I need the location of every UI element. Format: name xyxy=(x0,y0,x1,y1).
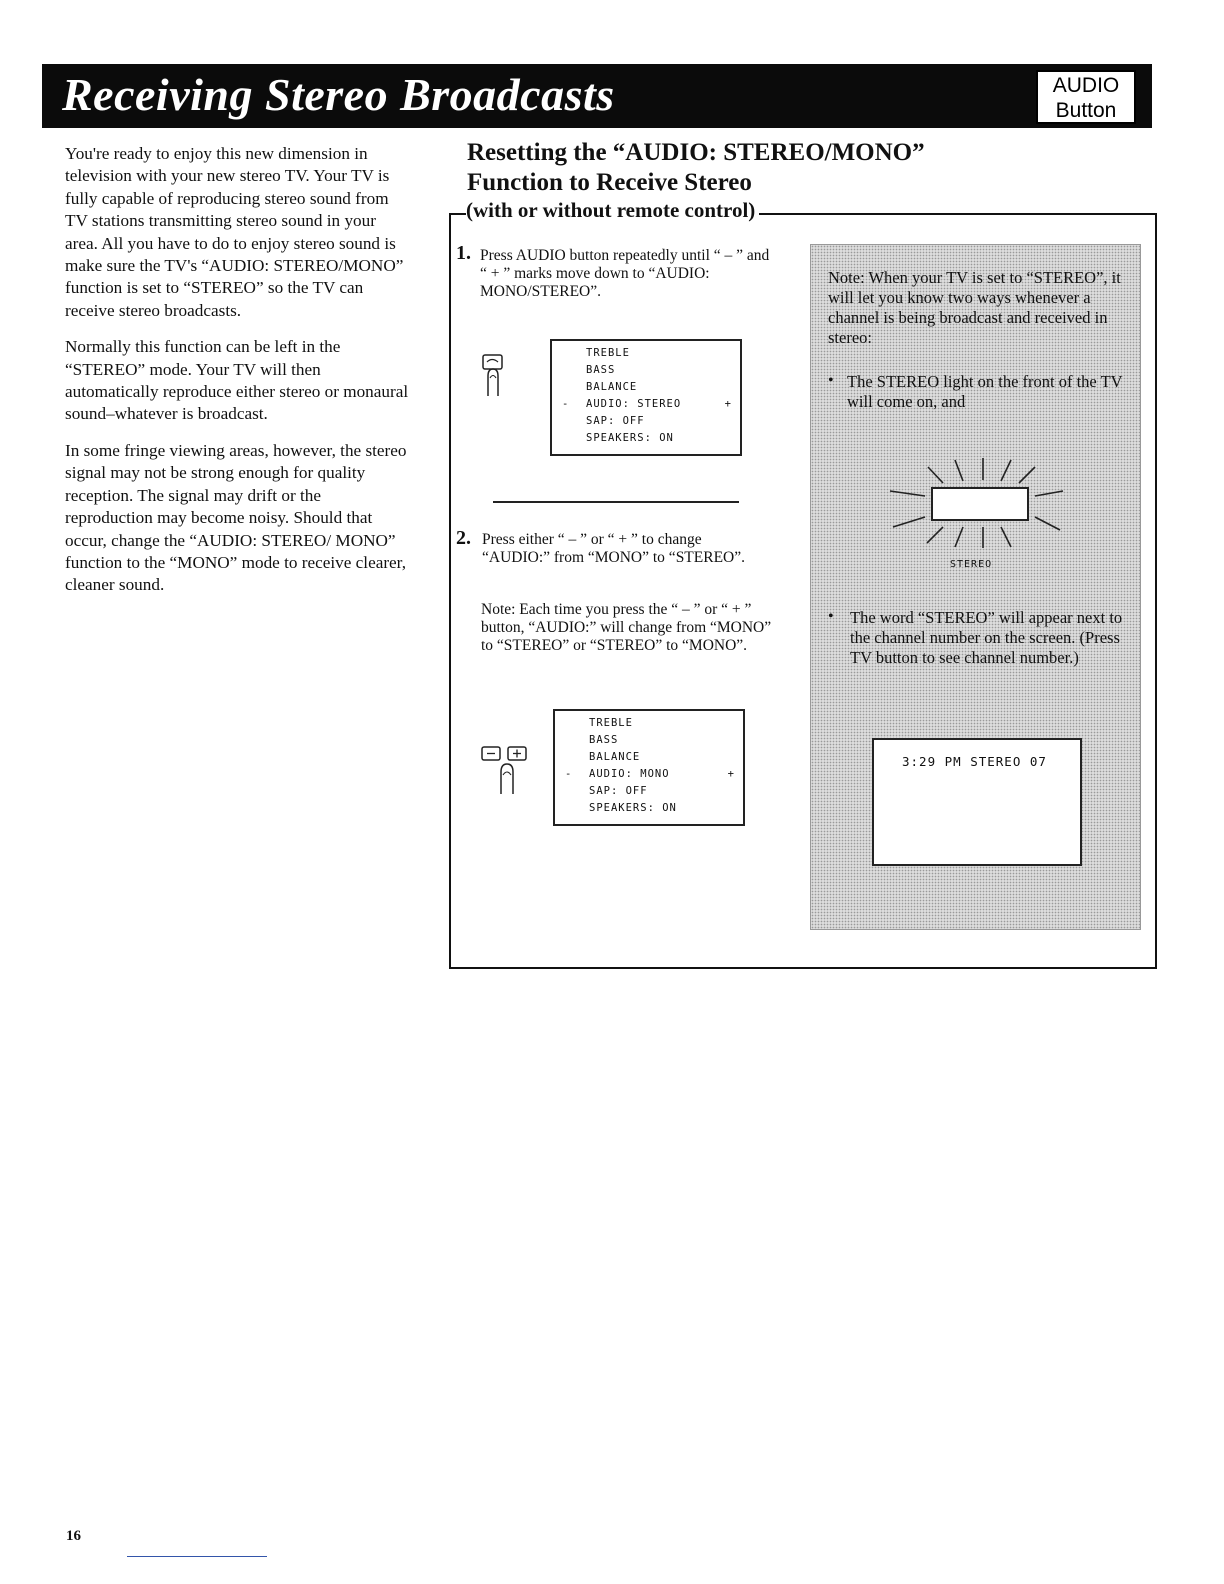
stereo-light-label: STEREO xyxy=(950,559,993,570)
panel-bullet-1: The STEREO light on the front of the TV will come on, and xyxy=(847,372,1123,411)
title-banner xyxy=(42,64,1152,128)
step2-note: Note: Each time you press the “ – ” or “ + ” button, “AUDIO:” will change from “MONO” to “STEREO” or “STEREO” to “MONO”. xyxy=(481,601,772,654)
step2-text: Press either “ – ” or “ + ” to change “AUDIO:” from “MONO” to “STEREO”. xyxy=(482,531,746,566)
plus-marker: + xyxy=(727,768,735,780)
plus-marker: + xyxy=(724,398,732,410)
minus-marker: - xyxy=(562,398,570,410)
minus-marker: - xyxy=(565,768,573,780)
bullet-dot: • xyxy=(828,372,834,389)
menu-row: SPEAKERS: ON xyxy=(589,802,677,814)
tv-screen-display xyxy=(872,738,1082,866)
menu-row: BASS xyxy=(589,734,619,746)
badge-line2: Button xyxy=(1055,99,1117,122)
section-heading-line2: Function to Receive Stereo xyxy=(467,169,752,196)
menu-row: BALANCE xyxy=(589,751,641,763)
menu-row: BASS xyxy=(586,364,616,376)
menu-row-audio-selected xyxy=(552,396,740,413)
menu-row: BALANCE xyxy=(586,381,638,393)
menu-row: TREBLE xyxy=(589,717,633,729)
page-title: Receiving Stereo Broadcasts xyxy=(62,69,615,120)
menu-row: SPEAKERS: ON xyxy=(586,432,674,444)
panel-bullet-2: The word “STEREO” will appear next to the channel number on the screen. (Press TV button to see channel number.) xyxy=(850,608,1123,667)
step2-number: 2. xyxy=(456,527,471,549)
minus-plus-buttons-icon xyxy=(479,744,539,796)
badge-line1: AUDIO xyxy=(1052,74,1120,97)
intro-paragraph-1: You're ready to enjoy this new dimension in television with your new stereo TV. Your TV is fully capable of reproducing stereo sound from TV stations transmitting stereo sound in your area. All you have to do to enjoy stereo sound is make sure the TV's “AUDIO: STEREO/MONO” function is set to “STEREO” so the TV can receive stereo broadcasts. xyxy=(65,144,404,320)
box-border-bottom xyxy=(449,967,1157,969)
section-heading xyxy=(467,138,925,198)
audio-button-press-icon xyxy=(478,352,510,398)
menu-row-label: AUDIO: STEREO xyxy=(586,398,682,410)
menu-row: TREBLE xyxy=(586,347,630,359)
box-border-right xyxy=(1155,213,1157,969)
menu-row-label: AUDIO: MONO xyxy=(589,768,670,780)
bullet-dot: • xyxy=(828,608,834,625)
menu-row: SAP: OFF xyxy=(589,785,648,797)
page-number: 16 xyxy=(66,1528,81,1544)
step1-text: Press AUDIO button repeatedly until “ – ” and “ + ” marks move down to “AUDIO: MONO/STEREO”. xyxy=(480,247,770,300)
menu-row-audio-selected xyxy=(555,766,743,783)
panel-note: Note: When your TV is set to “STEREO”, it will let you know two ways whenever a channel is being broadcast and received in stereo: xyxy=(828,268,1121,347)
intro-column xyxy=(65,143,413,611)
intro-paragraph-3: In some fringe viewing areas, however, the stereo signal may not be strong enough for quality reception. The signal may drift or the reproduction may become noisy. Should that occur, change the “AUDIO: STEREO/ MONO” function to the “MONO” mode to receive clearer, cleaner sound. xyxy=(65,440,407,595)
menu-row: SAP: OFF xyxy=(586,415,645,427)
audio-button-badge xyxy=(1036,70,1136,124)
section-heading-line1: Resetting the “AUDIO: STEREO/MONO” xyxy=(467,139,925,166)
screen-readout: 3:29 PM STEREO 07 xyxy=(902,754,1047,769)
menu-screen-step2 xyxy=(553,709,745,826)
box-border-left xyxy=(449,213,451,969)
step-divider xyxy=(493,501,739,503)
intro-paragraph-2: Normally this function can be left in the “STEREO” mode. Your TV will then automatically reproduce either stereo or monaural sound–whatever is broadcast. xyxy=(65,337,409,424)
menu-screen-step1 xyxy=(550,339,742,456)
section-subheading: (with or without remote control) xyxy=(466,198,759,223)
footer-rule xyxy=(127,1556,267,1557)
step1-number: 1. xyxy=(456,242,471,264)
